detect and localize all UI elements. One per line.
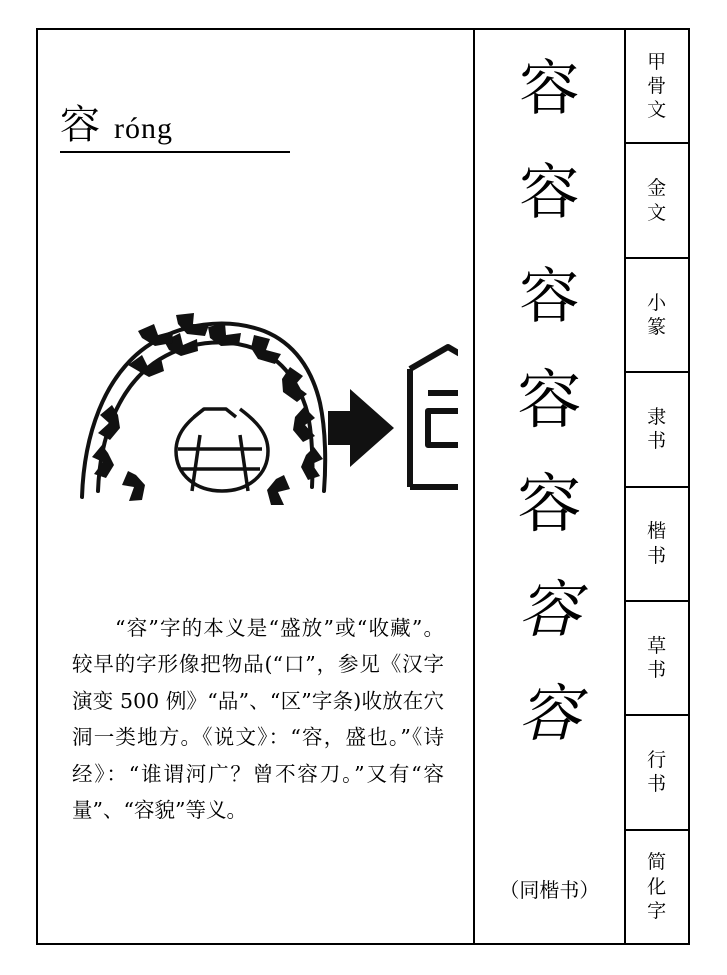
style-label-small-seal bbox=[626, 259, 688, 373]
label-char: 化 bbox=[647, 875, 668, 898]
style-label-clerical bbox=[626, 373, 688, 487]
glyph-oracle-bone: 容 bbox=[519, 54, 580, 125]
label-char: 草 bbox=[647, 634, 668, 657]
right-arrow-icon bbox=[328, 389, 394, 467]
glyph-clerical: 容 bbox=[517, 364, 582, 439]
label-char: 简 bbox=[647, 851, 668, 874]
label-char: 书 bbox=[647, 430, 668, 453]
glyph-small-seal: 容 bbox=[519, 262, 580, 333]
glyph-stack bbox=[475, 38, 625, 868]
style-label-regular bbox=[626, 488, 688, 602]
glyph-bronze: 容 bbox=[519, 158, 580, 229]
glyph-evolution-column bbox=[475, 30, 627, 943]
glyph-column-note: （同楷书） bbox=[499, 878, 600, 902]
label-char: 隶 bbox=[647, 406, 668, 428]
headword-character: 容 bbox=[60, 102, 100, 148]
label-char: 行 bbox=[647, 749, 668, 772]
glyph-running: 容 bbox=[518, 677, 581, 751]
label-char: 字 bbox=[647, 899, 668, 922]
pictograph-illustration bbox=[68, 285, 458, 525]
glyph-regular: 容 bbox=[517, 468, 582, 543]
glyph-cursive: 容 bbox=[518, 573, 581, 647]
style-label-running bbox=[626, 716, 688, 830]
label-char: 篆 bbox=[647, 315, 668, 338]
style-label-ladder bbox=[626, 30, 688, 943]
label-char: 甲 bbox=[647, 50, 668, 73]
style-label-simplified bbox=[626, 831, 688, 943]
label-char: 书 bbox=[647, 544, 668, 567]
style-label-bronze bbox=[626, 144, 688, 258]
label-char: 书 bbox=[647, 773, 668, 796]
card-frame bbox=[36, 28, 690, 945]
explanation-body: “容”字的本义是“盛放”或“收藏”。较早的字形像把物品(“口”，参见《汉字演变 500 例》“品”、“区”字条)收放在穴洞一类地方。《说文》：“容，盛也。”《诗经》：“谁谓河广？曾不容刀。”又有“容量”、“容貌”等义。 bbox=[72, 616, 444, 823]
explanation-text bbox=[72, 610, 444, 829]
main-panel bbox=[38, 30, 475, 943]
label-char: 文 bbox=[647, 201, 668, 224]
label-char: 小 bbox=[647, 291, 668, 314]
label-char: 文 bbox=[647, 99, 668, 122]
label-char: 金 bbox=[647, 177, 668, 200]
headword-block bbox=[60, 102, 290, 153]
style-label-cursive bbox=[626, 602, 688, 716]
label-char: 楷 bbox=[647, 520, 668, 543]
label-char: 骨 bbox=[647, 75, 668, 98]
style-label-oracle-bone bbox=[626, 30, 688, 144]
label-char: 书 bbox=[647, 659, 668, 682]
headword-pinyin: róng bbox=[114, 112, 173, 145]
